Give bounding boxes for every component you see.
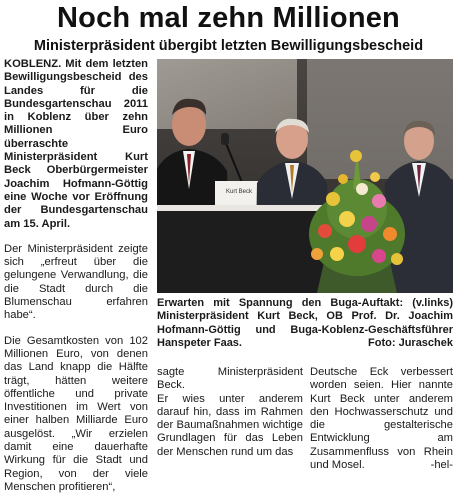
photo-caption: [157, 297, 453, 351]
photo-credit: Foto: Juraschek: [368, 337, 453, 350]
name-card-text: Kurt Beck: [225, 189, 253, 195]
author-sign: -hel-: [430, 459, 453, 472]
right-column: [310, 366, 453, 472]
press-photo: [157, 59, 453, 293]
right-paragraph: [310, 366, 453, 472]
middle-column: [157, 366, 303, 459]
headline: Noch mal zehn Millionen: [57, 2, 400, 34]
caption-text: Erwarten mit Spannung den Buga-Auftakt: (v.links) Ministerpräsident Kurt Beck, OB Prof. Dr. Joachim Hofmann-Göttig und Buga-Koblenz-Geschäftsführer Hanspeter Faas.: [157, 297, 453, 350]
photo-illustration: [157, 59, 453, 293]
paragraph-2: Die Gesamtkosten von 102 Millionen Euro, von denen das Land knapp die Hälfte trägt, hätten weitere öffentliche und private Investitionen im Wert von einer halben Milliarde Euro ausgelöst. „Wir erzielen damit eine dauerhafte Wirkung für die Stadt und Region, von der viele Menschen profitieren“,: [4, 334, 148, 493]
lead-paragraph: KOBLENZ. Mit dem letzten Bewilligungsbescheid des Landes für die Bundesgartenschau 2011 in Koblenz über zehn Millionen Euro überraschte Ministerpräsident Kurt Beck Oberbürgermeister Joachim Hofmann-Göttig eine Woche vor Eröffnung der Bundesgartenschau am 15. April.: [4, 58, 148, 230]
right-paragraph-text: Deutsche Eck verbessert worden seien. Hier nannte Kurt Beck unter anderem den Hochwasserschutz und die gestalterische Entwicklung am Zusammenfluss von Rhein und Mosel.: [310, 366, 453, 472]
subheadline: Ministerpräsident übergibt letzten Bewilligungsbescheid: [33, 38, 424, 54]
paragraph-1: Der Ministerpräsident zeigte sich „erfreut über die gelungene Verwandlung, die die Stadt durch die Blumenschau erfahren habe“.: [4, 242, 148, 322]
left-column: [4, 58, 148, 494]
mid-paragraph-1: sagte Ministerpräsident Beck.: [157, 366, 303, 392]
mid-paragraph-2: Er wies unter anderem darauf hin, dass im Rahmen der Baumaßnahmen wichtige Grundlagen für das Leben der Menschen rund um das: [157, 392, 303, 458]
